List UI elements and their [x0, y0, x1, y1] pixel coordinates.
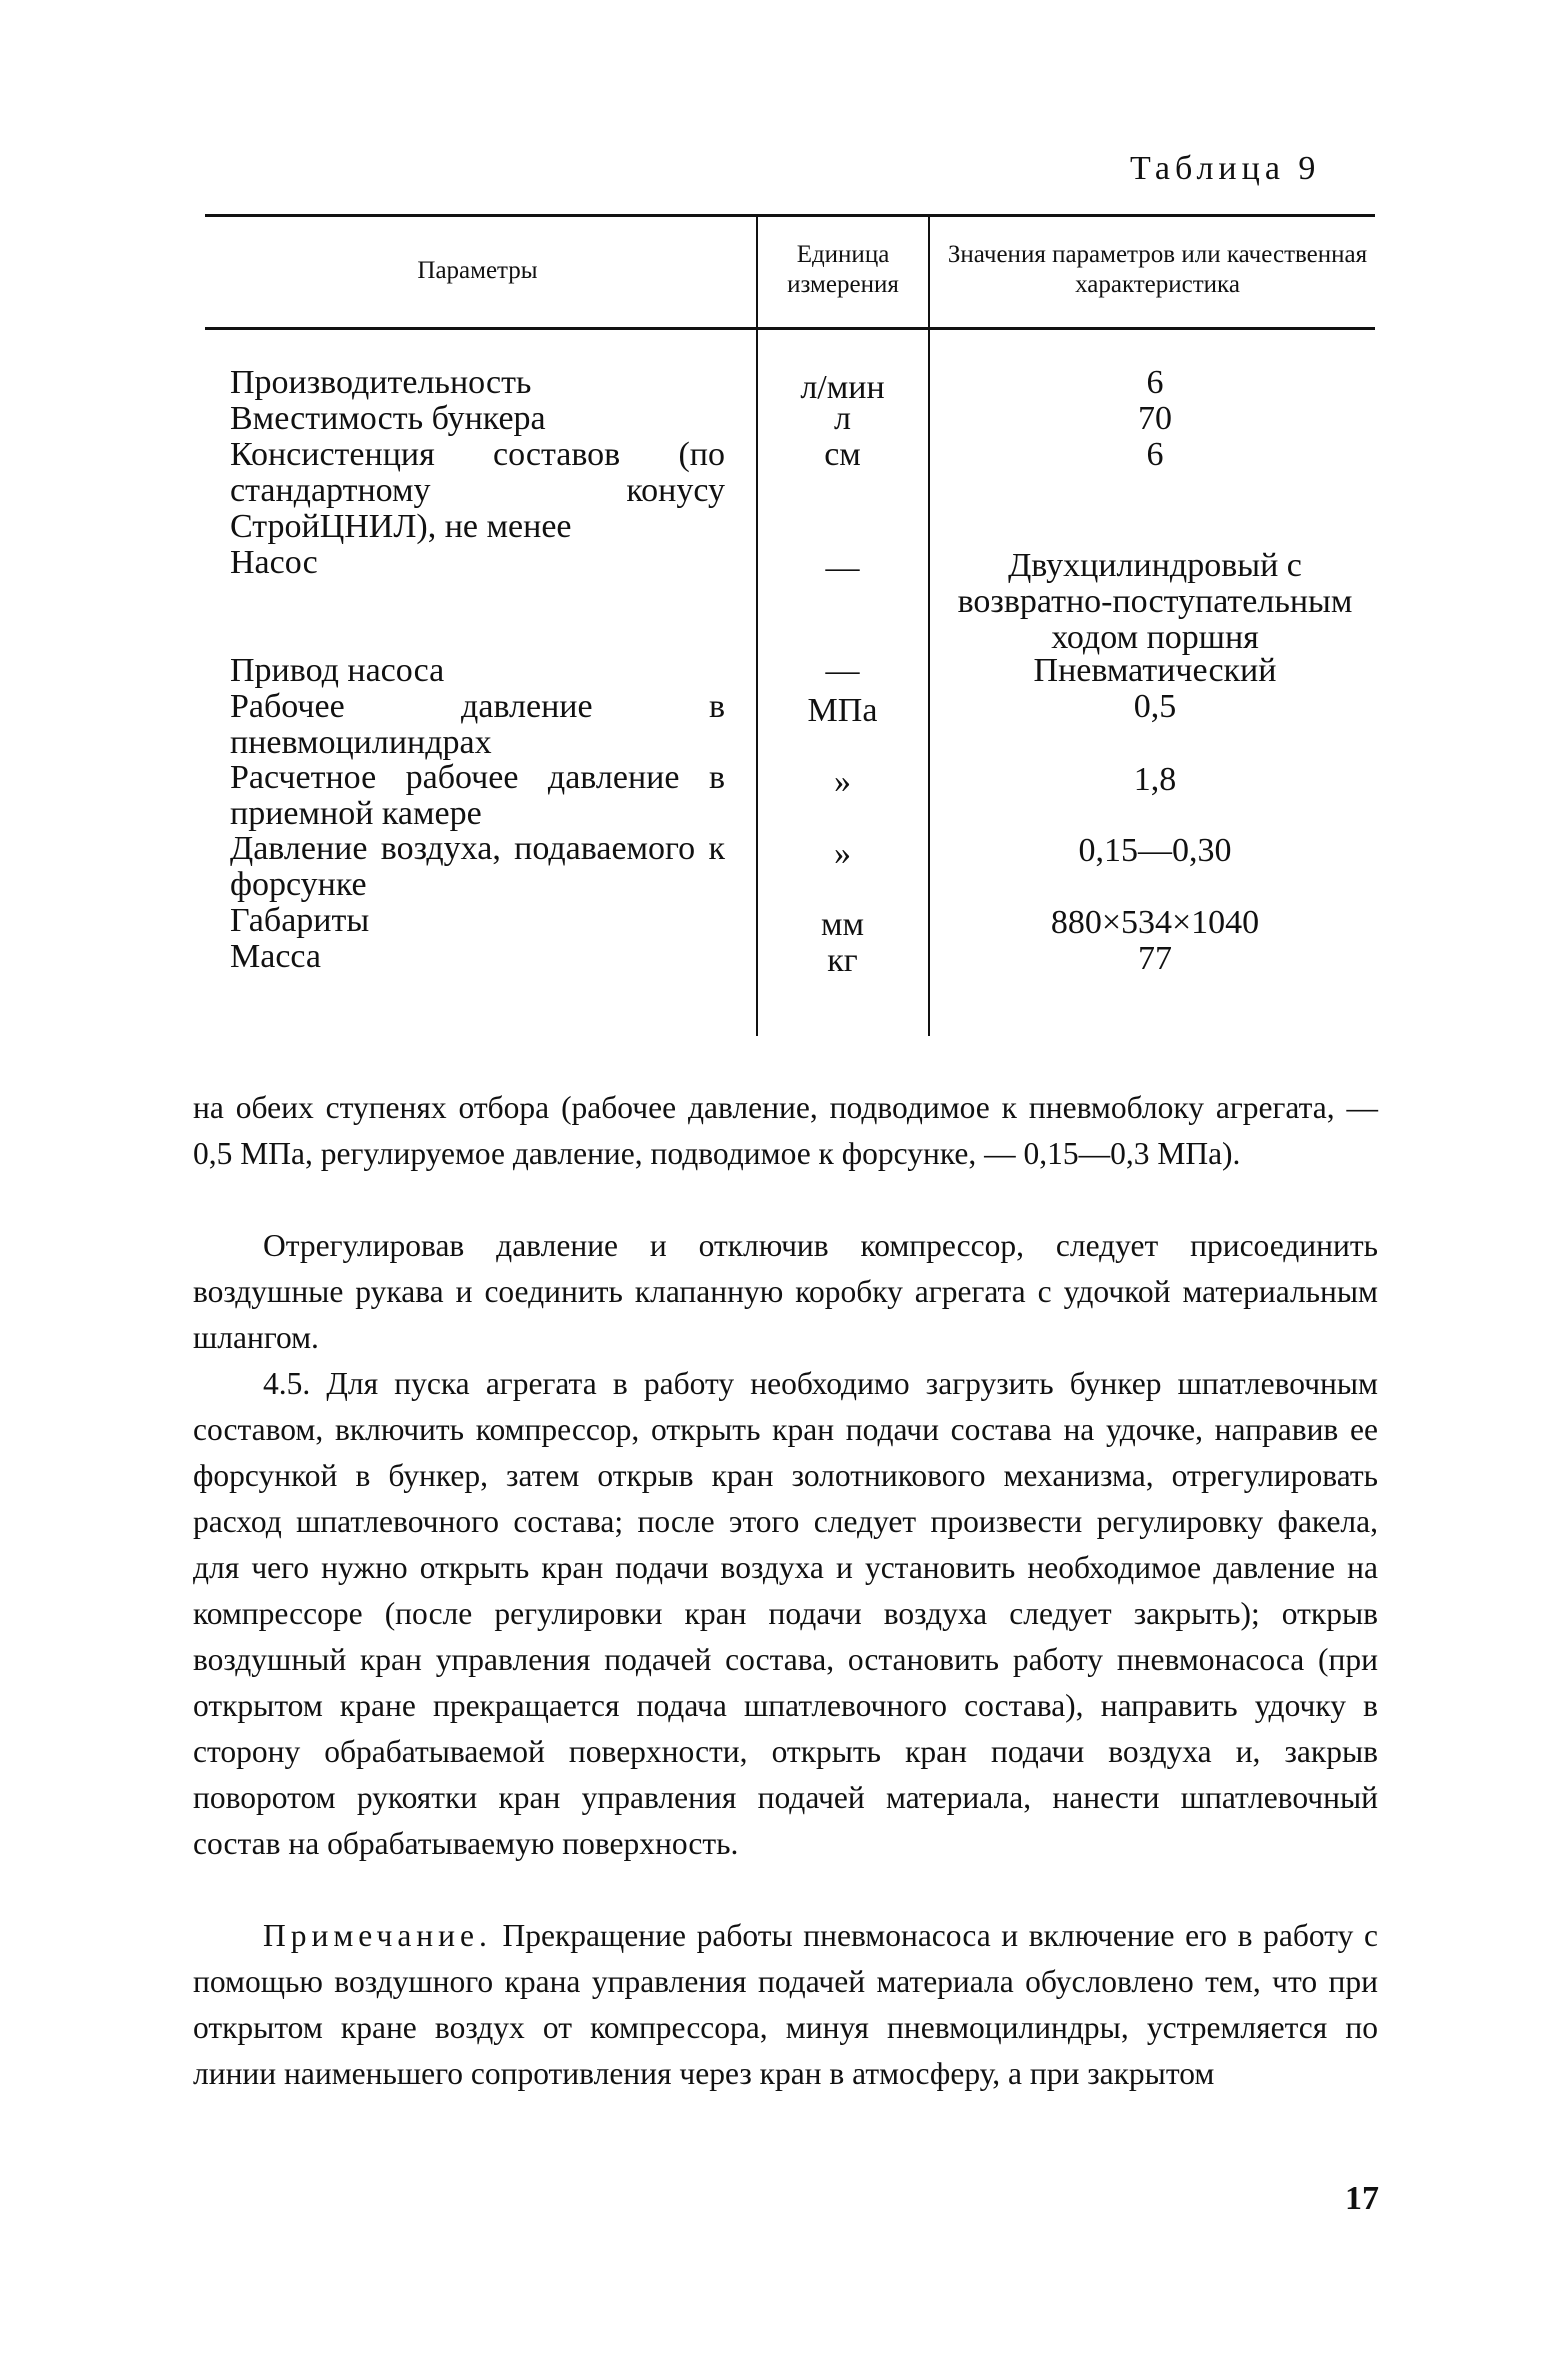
table-row-param: Консистенция составов (по стандартному конусу СтройЦНИЛ), не менее	[230, 436, 725, 545]
table-row-param: Вместимость бункера	[230, 400, 546, 437]
page-number: 17	[1345, 2180, 1379, 2217]
table-row-unit: —	[825, 652, 860, 689]
table-row-unit: МПа	[807, 692, 878, 729]
table-row-value: 70	[1138, 400, 1172, 437]
table-caption: Таблица 9	[1130, 150, 1321, 187]
paragraph-continuation: на обеих ступенях отбора (рабочее давление, подводимое к пневмоблоку агрегата, — 0,5 МПа, регулируемое давление, подводимое к форсунке, — 0,15—0,3 МПа).	[193, 1090, 1378, 1171]
table-row-value: 880×534×1040	[1050, 904, 1260, 941]
table-row-unit: л/мин	[800, 369, 885, 406]
note-text: Прекращение работы пневмонасоса и включение его в работу с помощью воздушного крана управления подачей материала обусловлено тем, что при открытом кране воздух от компрессора, минуя пневмоцилиндры, устремляется по линии наименьшего сопротивления через кран в атмосферу, а при закрытом	[193, 1918, 1378, 2091]
table-column-divider-2	[928, 216, 930, 1036]
table-row-value: Двухцилиндровый с возвратно-поступательным ходом поршня	[957, 547, 1353, 656]
table-column-divider-1	[756, 216, 758, 1036]
table-row-value: 77	[1138, 940, 1172, 977]
table-row-value: 0,15—0,30	[1078, 832, 1232, 869]
table-row-unit: »	[834, 835, 851, 872]
table-row-unit: мм	[820, 906, 865, 943]
table-header-rule	[205, 327, 1375, 330]
table-row-unit: »	[834, 763, 851, 800]
table-row-value: 1,8	[1133, 761, 1177, 798]
header-value: Значения параметров или качественная характеристика	[947, 241, 1368, 298]
table-row-param: Производительность	[230, 364, 532, 401]
table-row-value: Пневматический	[1033, 652, 1277, 689]
table-row-value: 6	[1146, 364, 1164, 401]
table-row-param: Насос	[230, 544, 318, 581]
table-row-param: Рабочее давление в пневмоцилиндрах	[230, 688, 725, 761]
table-row-unit: л	[834, 400, 851, 437]
table-row-param: Габариты	[230, 902, 370, 939]
table-row-value: 6	[1146, 436, 1164, 473]
paragraph-compressor: Отрегулировав давление и отключив компрессор, следует присоединить воздушные рукава и соединить клапанную коробку агрегата с удочкой материальным шлангом.	[193, 1228, 1378, 1355]
table-row-param: Привод насоса	[230, 652, 445, 689]
table-row-param: Масса	[230, 938, 322, 975]
header-unit: Единица измерения	[787, 241, 899, 298]
header-param: Параметры	[417, 257, 538, 284]
table-top-rule	[205, 214, 1375, 217]
table-row-value: 0,5	[1133, 688, 1177, 725]
table-row-param: Расчетное рабочее давление в приемной камере	[230, 759, 725, 832]
table-row-unit: кг	[827, 942, 858, 979]
table-row-unit: см	[824, 436, 861, 473]
note-label: Примечание.	[263, 1918, 492, 1953]
paragraph-section-4-5: 4.5. Для пуска агрегата в работу необходимо загрузить бункер шпатлевочным составом, включить компрессор, открыть кран подачи состава на удочке, направив ее форсункой в бункер, затем открыв кран золотникового механизма, отрегулировать расход шпатлевочного состава; после этого следует произвести регулировку факела, для чего нужно открыть кран подачи воздуха и установить необходимое давление на компрессоре (после регулировки кран подачи воздуха следует закрыть); открыв воздушный кран управления подачей состава, остановить работу пневмонасоса (при открытом кране прекращается подача шпатлевочного состава), направить удочку в сторону обрабатываемой поверхности, открыть кран подачи воздуха и, закрыв поворотом рукоятки кран управления подачей материала, нанести шпатлевочный состав на обрабатываемую поверхность.	[193, 1366, 1378, 1861]
paragraph-note	[193, 1913, 1378, 2097]
table-row-unit: —	[825, 549, 860, 586]
table-row-param: Давление воздуха, подаваемого к форсунке	[230, 830, 725, 903]
